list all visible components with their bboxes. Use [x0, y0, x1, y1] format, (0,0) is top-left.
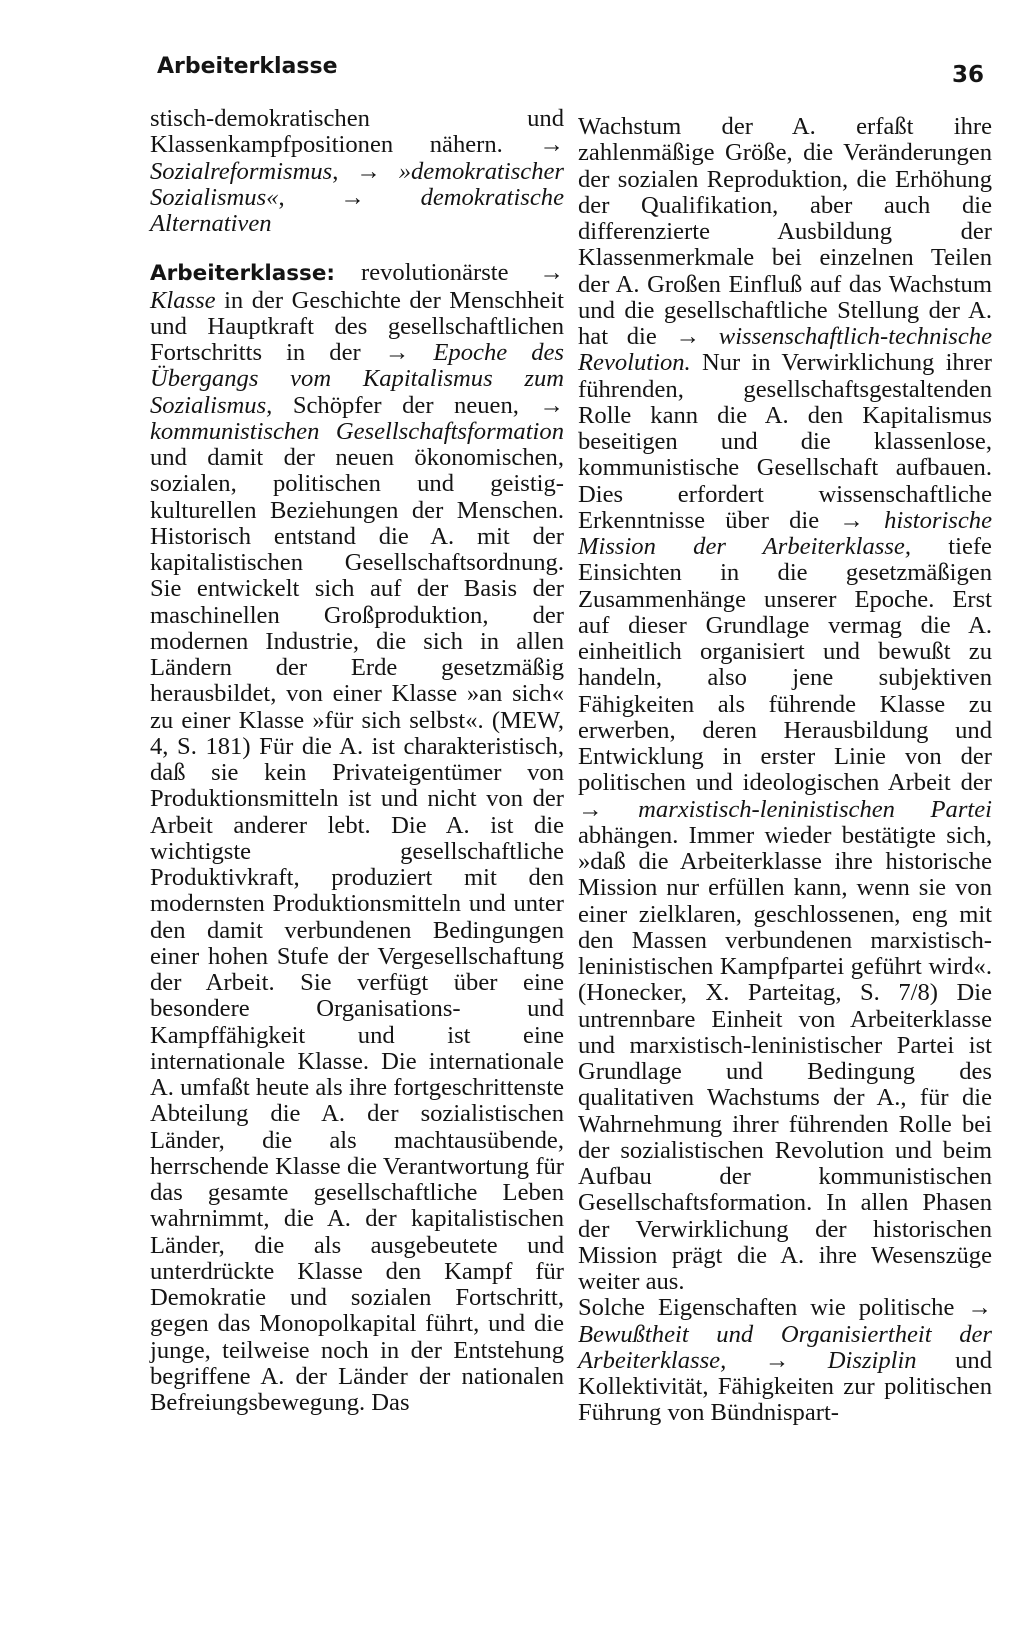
body-text: Nur in Verwirklichung ihrer führenden, gesellschaftsgestaltenden Rolle kann die A. den Kapitalismus beseitigen und die klassenlose, kommunistische Gesellschaft aufbauen. Dies erfordert wissenschaftliche Erkenntnisse über die: [578, 349, 992, 534]
entry-paragraph: [150, 260, 564, 1416]
cross-reference[interactable]: historische Mission der Arbeiterklasse,: [578, 506, 992, 560]
right-arrow-icon: →: [675, 323, 701, 350]
right-arrow-icon: →: [539, 259, 564, 287]
cross-reference[interactable]: Bewußtheit und Organisiertheit der Arbeiterklasse,: [578, 1320, 992, 1374]
right-arrow-icon: →: [356, 157, 381, 185]
right-column: [578, 114, 992, 1427]
right-arrow-icon: →: [967, 1294, 992, 1322]
carryover-paragraph: stisch-demokratischen und Klassenkampfpositionen nähern. → Sozialreformismus, → »demokratischer Sozialismus«, → demokratische Alternativen: [150, 105, 564, 237]
entry-text: in der Geschichte der Menschheit und Hauptkraft des gesellschaftlichen Fortschritts in der: [150, 286, 564, 366]
right-arrow-icon: →: [384, 339, 410, 366]
right-arrow-icon: →: [539, 391, 564, 419]
left-column: [150, 106, 564, 1416]
body-text: abhängen. Immer wieder bestätigte sich, »daß die Arbeiterklasse ihre historische Mission nur erfüllen kann, wenn sie von einer zielklaren, geschlossenen, eng mit den Massen verbundenen marxistisch-leninistischen Kampfpartei geführt wird«. (Honecker, X. Parteitag, S. 7/8) Die untrennbare Einheit von Arbeiterklasse und marxistisch-leninistischer Partei ist Grundlage und Bedingung des qualitativen Wachstums der A., für die Wahrnehmung ihrer führenden Rolle bei der sozialistischen Revolution und beim Aufbau der kommunistischen Gesellschaftsformation. In allen Phasen der Verwirklichung der historischen Mission prägt die A. ihre Wesenszüge weiter aus.: [578, 821, 992, 1295]
cross-reference[interactable]: kommunistischen Gesellschaftsformation: [150, 417, 564, 445]
cross-reference[interactable]: wissenschaftlich-technische Revolution.: [578, 323, 992, 377]
body-text: Wachstum der A. erfaßt ihre zahlenmäßige Größe, die Veränderungen der sozialen Reproduktion, die Erhöhung der Qualifikation, aber auch die differenzierte Ausbildung der Klassenmerkmale bei einzelnen Teilen der A. Großen Einfluß auf das Wachstum und die gesellschaftliche Stellung der A. hat die: [578, 113, 992, 350]
cross-reference[interactable]: Disziplin: [827, 1346, 917, 1374]
right-arrow-icon: →: [839, 506, 864, 534]
cross-reference[interactable]: Epoche des Übergangs vom Kapitalismus zum Sozialismus,: [150, 339, 564, 419]
cross-reference[interactable]: demokratische Alternativen: [150, 183, 564, 237]
body-text: Solche Eigenschaften wie politische: [578, 1294, 955, 1322]
running-head-title: Arbeiterklasse: [157, 54, 338, 79]
cross-reference[interactable]: Sozialreformismus: [150, 157, 333, 185]
body-text: tiefe Einsichten in die gesetzmäßigen Zusammenhänge unserer Epoche. Erst auf dieser Grundlage vermag die A. einheitlich organisiert und bewußt zu handeln, also jene subjektiven Fähigkeiten als führende Klasse zu erwerben, deren Herausbildung und Entwicklung in erster Linie von der politischen und ideologischen Arbeit der: [578, 533, 992, 797]
cross-reference[interactable]: Klasse: [150, 286, 216, 314]
right-arrow-icon: →: [539, 131, 564, 159]
entry-text: Schöpfer der neuen,: [292, 391, 519, 419]
cross-reference[interactable]: marxistisch-leninistischen Partei: [638, 795, 992, 823]
entry-keyword: Arbeiterklasse:: [150, 261, 335, 287]
carryover-text: stisch-demokratischen und Klassenkampfpositionen nähern.: [150, 105, 564, 159]
cross-reference[interactable]: »demokratischer Sozialismus«: [150, 157, 564, 211]
entry-text: und damit der neuen ökonomischen, sozialen, politischen und geistig-kulturellen Beziehungen der Menschen. Historisch entstand die A. mit der kapitalistischen Gesellschaftsordnung. Sie entwickelt sich auf der Basis der maschinellen Großproduktion, der modernen Industrie, die sich in allen Ländern der Erde gesetzmäßig herausbildet, von einer Klasse »an sich« zu einer Klasse »für sich selbst«. (MEW, 4, S. 181) Für die A. ist charakteristisch, daß sie kein Privateigentümer von Produktionsmitteln ist und nicht von der Arbeit anderer lebt. Die A. ist die wichtigste gesellschaftliche Produktivkraft, produziert mit den modernsten Produktionsmitteln und unter den damit verbundenen Bedingungen einer hohen Stufe der Vergesellschaftung der Arbeit. Sie verfügt über eine besondere Organisations- und Kampffähigkeit und ist eine internationale Klasse. Die internationale A. umfaßt heute als ihre fortgeschrittenste Abteilung die A. der sozialistischen Länder, die als machtausübende, herrschende Klasse die Verantwortung für das gesamte gesellschaftliche Leben wahrnimmt, die A. der kapitalistischen Länder, die als ausgebeutete und unterdrückte Klasse den Kampf für Demokratie und sozialen Fortschritt, gegen das Monopolkapital führt, und die junge, teilweise noch in der Entstehung begriffene A. der Länder der nationalen Befreiungsbewegung. Das: [150, 444, 564, 1416]
body-paragraph: [578, 114, 992, 1295]
page-number: 36: [952, 62, 985, 88]
body-text: und Kollektivität, Fähigkeiten zur politischen Führung von Bündnispart-: [578, 1346, 992, 1427]
right-arrow-icon: →: [578, 795, 603, 823]
right-arrow-icon: →: [764, 1346, 790, 1374]
right-arrow-icon: →: [340, 183, 365, 211]
entry-text: revolutionärste: [361, 259, 509, 287]
body-paragraph: [578, 1295, 992, 1426]
